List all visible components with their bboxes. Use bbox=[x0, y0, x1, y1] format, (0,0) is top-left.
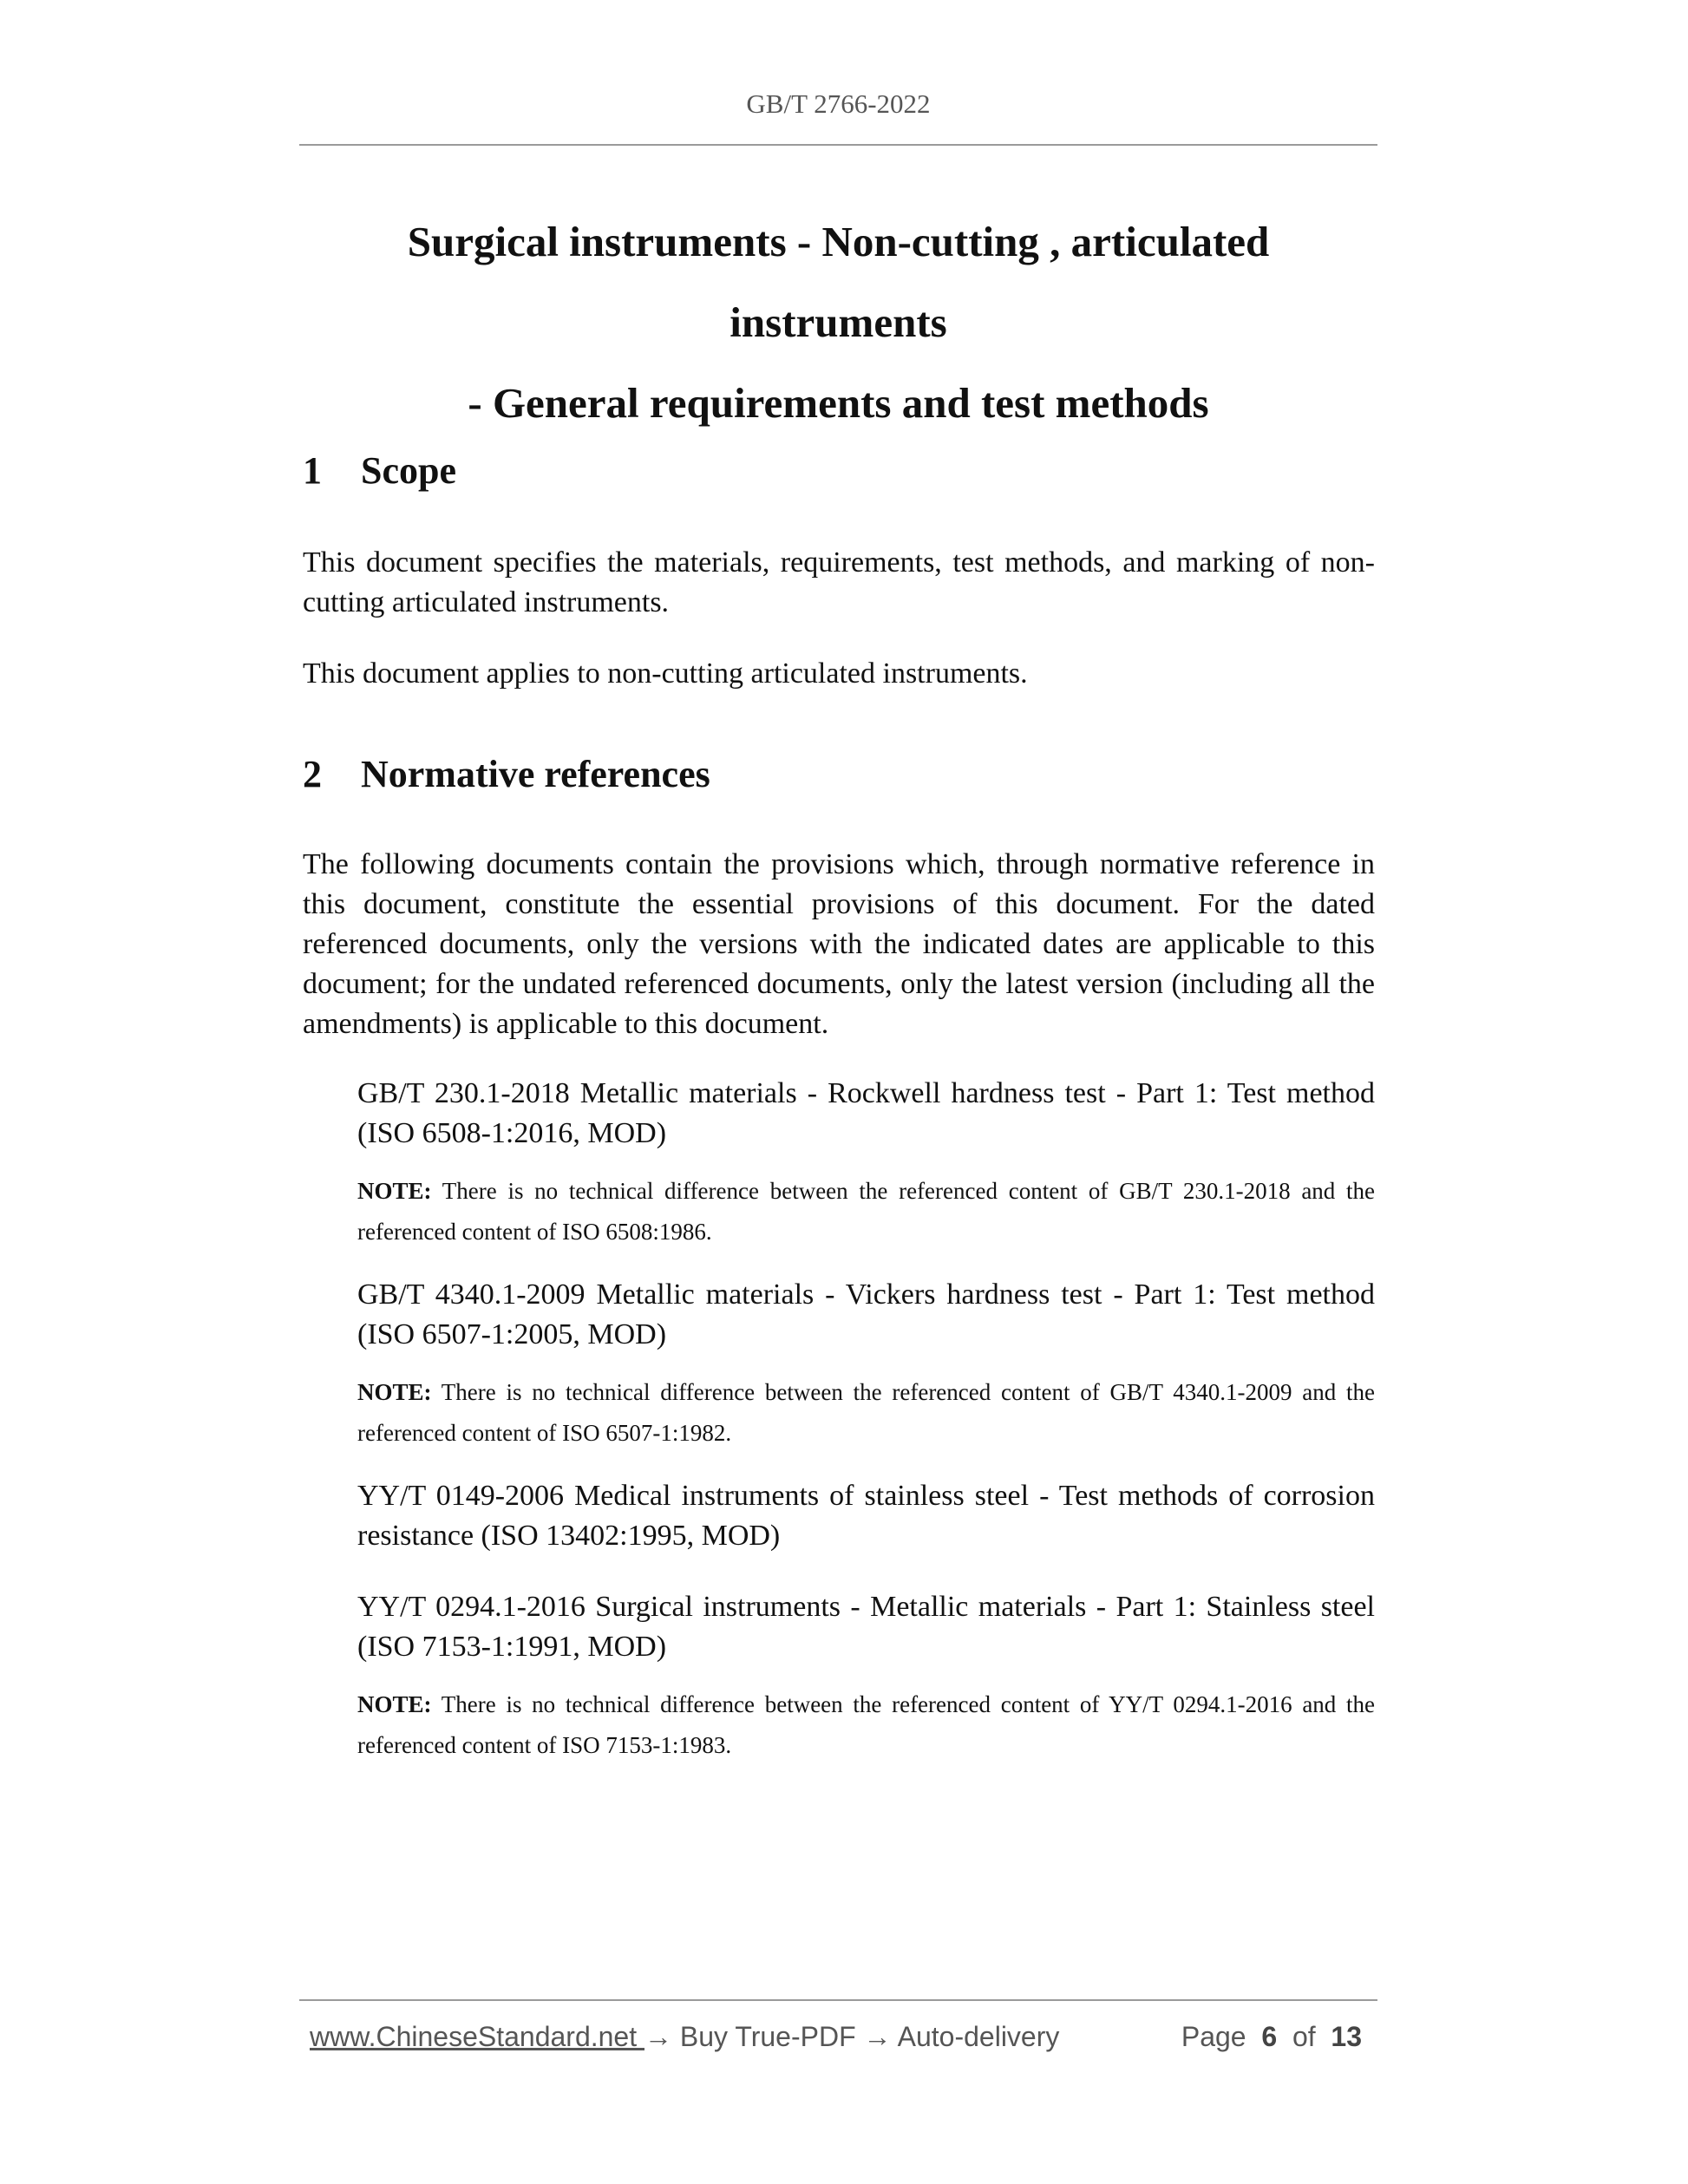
page-indicator bbox=[1181, 2021, 1362, 2053]
document-title-line-2: - General requirements and test methods bbox=[468, 379, 1209, 427]
header-divider bbox=[299, 144, 1377, 146]
page-total: 13 bbox=[1331, 2021, 1362, 2052]
document-body bbox=[303, 441, 1375, 1766]
section-2-heading bbox=[303, 744, 1375, 805]
section-2-number: 2 bbox=[303, 753, 322, 795]
page-current: 6 bbox=[1261, 2021, 1278, 2052]
running-header: GB/T 2766-2022 bbox=[746, 88, 931, 119]
note-2 bbox=[357, 1372, 1375, 1454]
section-1-heading bbox=[303, 441, 1375, 501]
normative-intro-paragraph: The following documents contain the provisions which, through normative reference in this document, constitute the essential provisions of this document. For the dated referenced documents, only the versions with the indicated dates are applicable to this document; for the undated referenced documents, only the latest version (including all the amendments) is applicable to this document. bbox=[303, 848, 1375, 1040]
page-of: of bbox=[1292, 2021, 1316, 2052]
document-title-line-1: Surgical instruments - Non-cutting , articulated instruments bbox=[407, 218, 1270, 346]
chinesestandard-link[interactable]: www.ChineseStandard.net bbox=[310, 2021, 644, 2052]
note-1-text: There is no technical difference between the referenced content of GB/T 230.1-2018 and the referenced content of ISO 6508:1986. bbox=[357, 1178, 1376, 1245]
scope-paragraph-1: This document specifies the materials, requirements, test methods, and marking of non-cutting articulated instruments. bbox=[303, 546, 1375, 618]
note-1 bbox=[357, 1171, 1375, 1252]
note-1-label: NOTE: bbox=[357, 1178, 432, 1204]
footer-divider bbox=[299, 1999, 1377, 2001]
footer-left bbox=[310, 2021, 1059, 2053]
document-title bbox=[299, 201, 1377, 443]
note-2-text: There is no technical difference between the referenced content of GB/T 4340.1-2009 and the referenced content of ISO 6507-1:1982. bbox=[357, 1379, 1376, 1446]
reference-gbt-230-1: GB/T 230.1-2018 Metallic materials - Rockwell hardness test - Part 1: Test method (ISO 6508-1:2016, MOD) bbox=[357, 1077, 1375, 1149]
note-3-label: NOTE: bbox=[357, 1691, 432, 1717]
note-2-label: NOTE: bbox=[357, 1379, 432, 1405]
reference-gbt-4340-1: GB/T 4340.1-2009 Metallic materials - Vickers hardness test - Part 1: Test method (ISO 6507-1:2005, MOD) bbox=[357, 1278, 1375, 1350]
reference-yyt-0149: YY/T 0149-2006 Medical instruments of stainless steel - Test methods of corrosion resistance (ISO 13402:1995, MOD) bbox=[357, 1480, 1375, 1552]
footer-tagline: → Buy True-PDF → Auto-delivery bbox=[644, 2021, 1060, 2052]
page-label: Page bbox=[1181, 2021, 1246, 2052]
section-1-title: Scope bbox=[361, 449, 456, 492]
section-2-title: Normative references bbox=[361, 753, 710, 795]
reference-yyt-0294-1: YY/T 0294.1-2016 Surgical instruments - Metallic materials - Part 1: Stainless steel (ISO 7153-1:1991, MOD) bbox=[357, 1591, 1375, 1663]
section-1-number: 1 bbox=[303, 449, 322, 492]
note-3-text: There is no technical difference between the referenced content of YY/T 0294.1-2016 and the referenced content of ISO 7153-1:1983. bbox=[357, 1691, 1376, 1758]
note-3 bbox=[357, 1684, 1375, 1766]
scope-paragraph-2: This document applies to non-cutting articulated instruments. bbox=[303, 657, 1028, 690]
